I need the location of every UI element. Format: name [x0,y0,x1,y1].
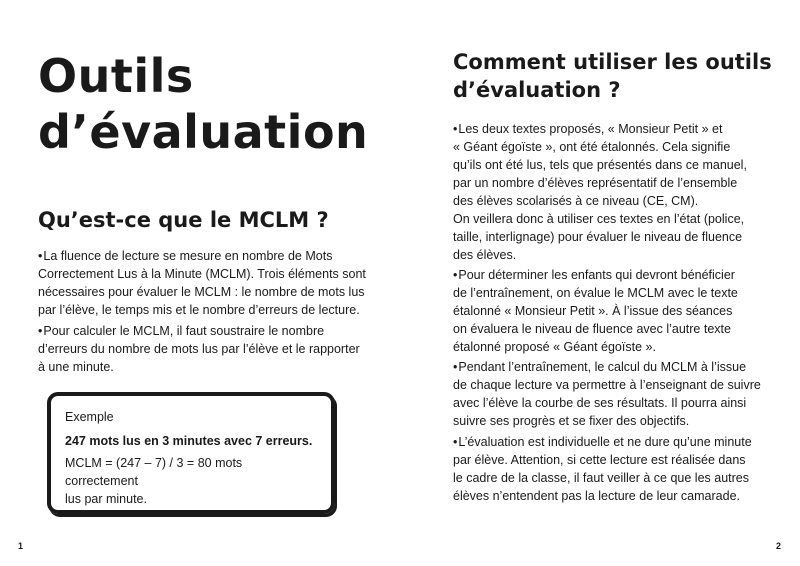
text-line: nécessaires pour évaluer le MCLM : le nombre de mots lus [38,285,365,299]
text-line: Pour déterminer les enfants qui devront bénéficier [458,268,735,282]
title-line-1: Outils [38,49,194,103]
bullet-marker: • [453,435,458,449]
heading-line: d’évaluation ? [453,78,621,102]
text-line: d’erreurs du nombre de mots lus par l’élève et le rapporter [38,342,360,356]
text-line: Pendant l’entraînement, le calcul du MCLM à l’issue [458,360,747,374]
formula-line: lus par minute. [65,492,147,506]
text-line: « Géant égoïste », ont été étalonnés. Cela signifie [453,140,731,154]
text-line: Les deux textes proposés, « Monsieur Petit » et [458,122,723,136]
section-heading-usage [453,48,772,104]
example-label: Exemple [65,410,114,424]
text-line: de l’entraînement, on évalue le MCLM avec le texte [453,286,738,300]
text-line: des élèves. [453,248,517,262]
page-title [38,48,368,160]
section-heading-mclm: Qu’est-ce que le MCLM ? [38,208,329,232]
text-line: on évaluera le niveau de fluence avec l’autre texte [453,322,731,336]
text-line: qu’ils ont été lus, tels que présentés dans ce manuel, [453,158,747,172]
text-line: le cadre de la classe, il faut veiller à ce que les autres [453,471,749,485]
text-line: par élève. Attention, si cette lecture est réalisée dans [453,453,746,467]
text-line: de chaque lecture va permettre à l’enseignant de suivre [453,378,761,392]
text-line: étalonné « Monsieur Petit ». À l’issue des séances [453,304,733,318]
text-line: Correctement Lus à la Minute (MCLM). Trois éléments sont [38,267,366,281]
bullet-marker: • [453,360,458,374]
paragraph-calcul [38,322,360,376]
right-page [400,0,800,566]
paragraph-textes-etalonnes [453,120,747,264]
text-line: par un nombre d’élèves représentatif de l’ensemble [453,176,738,190]
text-line: La fluence de lecture se mesure en nombre de Mots [43,249,333,263]
paragraph-fluence [38,247,366,319]
paragraph-entrainement [453,266,738,356]
text-line: des élèves scolarisés à ce niveau (CE, CM). [453,194,699,208]
text-line: élèves n’entendent pas la lecture de leur camarade. [453,489,740,503]
text-line: Pour calculer le MCLM, il faut soustraire le nombre [43,324,325,338]
example-formula [65,454,317,508]
paragraph-evaluation [453,433,752,505]
bullet-marker: • [38,324,43,338]
text-line: L’évaluation est individuelle et ne dure qu’une minute [458,435,752,449]
page-number-left: 1 [18,541,24,551]
paragraph-suivi [453,358,761,430]
heading-line: Comment utiliser les outils [453,50,772,74]
title-line-2: d’évaluation [38,105,369,159]
text-line: On veillera donc à utiliser ces textes en l’état (police, [453,212,745,226]
text-line: à une minute. [38,360,114,374]
example-box [47,392,335,514]
text-line: étalonné proposé « Géant égoïste ». [453,340,656,354]
bullet-marker: • [453,122,458,136]
page-number-right: 2 [776,541,782,551]
example-statement: 247 mots lus en 3 minutes avec 7 erreurs. [65,434,313,448]
text-line: taille, interlignage) pour évaluer le niveau de fluence [453,230,743,244]
text-line: suivre ses progrès et se fixer des objectifs. [453,414,690,428]
bullet-marker: • [38,249,43,263]
text-line: avec l’élève la courbe de ses résultats. Il pourra ainsi [453,396,747,410]
text-line: par l’élève, le temps mis et le nombre d’erreurs de lecture. [38,303,360,317]
formula-line: MCLM = (247 – 7) / 3 = 80 mots correctement [65,456,243,488]
bullet-marker: • [453,268,458,282]
